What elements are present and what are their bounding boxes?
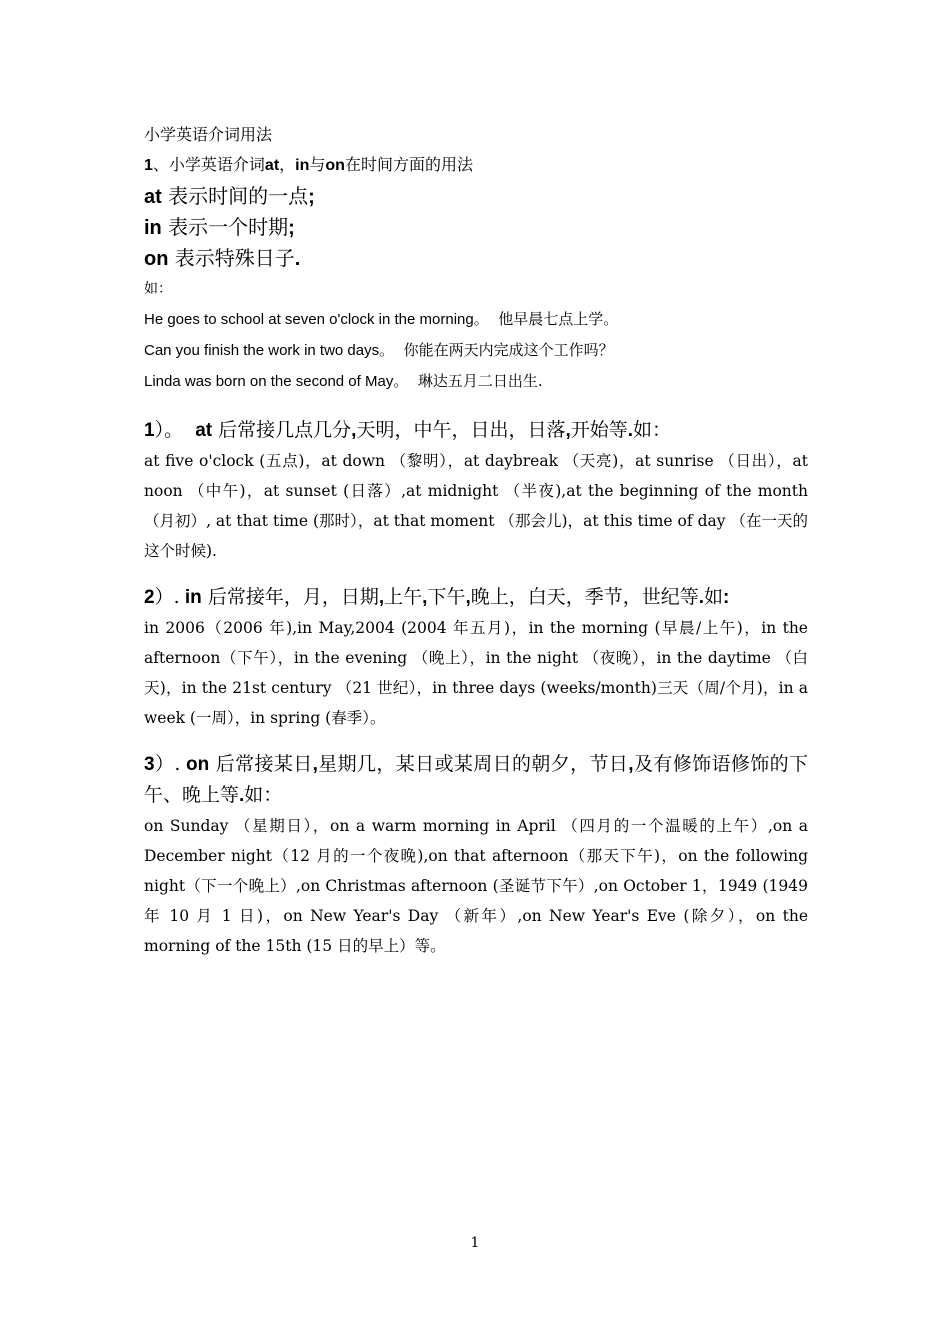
keyword-in: in: [295, 157, 310, 174]
rule-text: 表示时间的一点: [168, 184, 309, 208]
subheading-text: 天明，中午，日出，日落: [356, 419, 566, 441]
subheading-text: 晚上，白天，季节，世纪等: [470, 586, 699, 608]
subheading-text: 如：: [633, 419, 672, 441]
subheading-text: 开始等: [570, 419, 628, 441]
punctuation: ,: [351, 420, 357, 441]
punctuation: .: [627, 420, 634, 441]
paragraph-on-examples: on Sunday （星期日），on a warm morning in April （四月的一个温暖的上午）,on a December night（12 月的一个夜晚),on that afternoon（那天下午)，on the following night（下一个晚上）,on Christmas afternoon (圣诞节下午）,on October 1，1949 (1949 年 10 月 1 日)，on New Year's Day （新年）,on New Year's Eve (除夕），on the morning of the 15th (15 日的早上）等。: [144, 817, 808, 955]
spacer: [144, 397, 808, 415]
example-chinese: 他早晨七点上学。: [498, 310, 619, 328]
subheading-text: 下午: [427, 586, 466, 608]
subheading-keyword: at: [195, 420, 213, 441]
subheading-number: 2: [144, 587, 155, 608]
spacer: [144, 733, 808, 749]
example-chinese: 你能在两天内完成这个工作吗？: [403, 341, 614, 359]
subheading-keyword: in: [184, 587, 202, 608]
subheading-number: 3: [144, 754, 155, 775]
punctuation: .: [239, 785, 245, 806]
document-title: 小学英语介词用法: [144, 125, 273, 144]
comma: ，: [279, 155, 296, 174]
subheading-at: [144, 415, 808, 446]
punctuation: :: [723, 587, 730, 608]
subheading-text: 如：: [244, 784, 283, 806]
keyword-on: on: [325, 157, 345, 174]
example-sentence: [144, 304, 808, 335]
rule-keyword: in: [144, 217, 162, 239]
subheading-text: 后常接几点几分: [218, 419, 352, 441]
subheading-on: [144, 749, 808, 811]
punctuation: ,: [312, 754, 318, 775]
page-number: 1: [470, 1235, 480, 1251]
subheading-text: 上午: [384, 586, 423, 608]
subheading-mark: ）.: [154, 753, 181, 775]
example-english: He goes to school at seven o'clock in the morning。: [144, 311, 489, 328]
subheading-mark: ）。: [154, 419, 184, 441]
rule-keyword: at: [144, 186, 162, 208]
example-sentence: [144, 366, 808, 397]
subheading-text: 如: [704, 586, 724, 608]
document-content: [144, 120, 808, 961]
example-chinese: 琳达五月二日出生.: [417, 372, 543, 390]
rule-end: .: [294, 248, 301, 270]
spacer: [144, 566, 808, 582]
rule-end: ;: [288, 217, 295, 239]
example-sentence: [144, 335, 808, 366]
rule-end: ;: [308, 186, 315, 208]
keyword-at: at: [264, 157, 280, 174]
rule-on: [144, 243, 808, 274]
subheading-text: 及有修饰语修饰的下午、晚上等: [144, 753, 808, 806]
punctuation: ,: [378, 587, 385, 608]
rule-keyword: on: [144, 248, 169, 270]
section-heading-text: 、小学英语介词: [152, 155, 265, 174]
paragraph-at-examples: at five o'clock (五点)，at down （黎明），at daybreak （天亮)，at sunrise （日出），at noon （中午)，at sunset (日落）,at midnight （半夜),at the beginning of the month （月初）, at that time (那时），at that moment （那会儿)，at this time of day （在一天的这个时候).: [144, 452, 808, 560]
section-number: 1: [144, 157, 153, 174]
rule-text: 表示一个时期: [168, 215, 289, 239]
subheading-mark: ）.: [154, 586, 180, 608]
subheading-in: [144, 582, 808, 613]
subheading-text: 后常接某日: [215, 753, 313, 775]
punctuation: ,: [565, 420, 571, 441]
punctuation: .: [698, 587, 705, 608]
punctuation: ,: [465, 587, 471, 608]
subheading-keyword: on: [186, 754, 210, 775]
examples-intro: 如：: [144, 281, 172, 297]
rule-in: [144, 212, 808, 243]
example-english: Can you finish the work in two days。: [144, 342, 395, 359]
punctuation: ,: [628, 754, 634, 775]
subheading-text: 星期几，某日或某周日的朝夕，节日: [317, 753, 629, 775]
rule-at: [144, 181, 808, 212]
section-heading-tail: 在时间方面的用法: [344, 155, 473, 174]
example-english: Linda was born on the second of May。: [144, 373, 409, 390]
rule-text: 表示特殊日子: [174, 246, 295, 270]
section-heading: [144, 150, 808, 181]
paragraph-in-examples: in 2006（2006 年),in May,2004 (2004 年五月)，in the morning (早晨/上午)，in the afternoon（下午），in the evening （晚上），in the night （夜晚），in the daytime （白天)，in the 21st century （21 世纪），in three days (weeks/month)三天（周/个月)，in a week (一周），in spring (春季）。: [144, 619, 808, 727]
punctuation: ,: [422, 587, 428, 608]
subheading-number: 1: [144, 420, 155, 441]
conjunction: 与: [309, 155, 326, 174]
subheading-text: 后常接年，月，日期: [207, 586, 379, 608]
